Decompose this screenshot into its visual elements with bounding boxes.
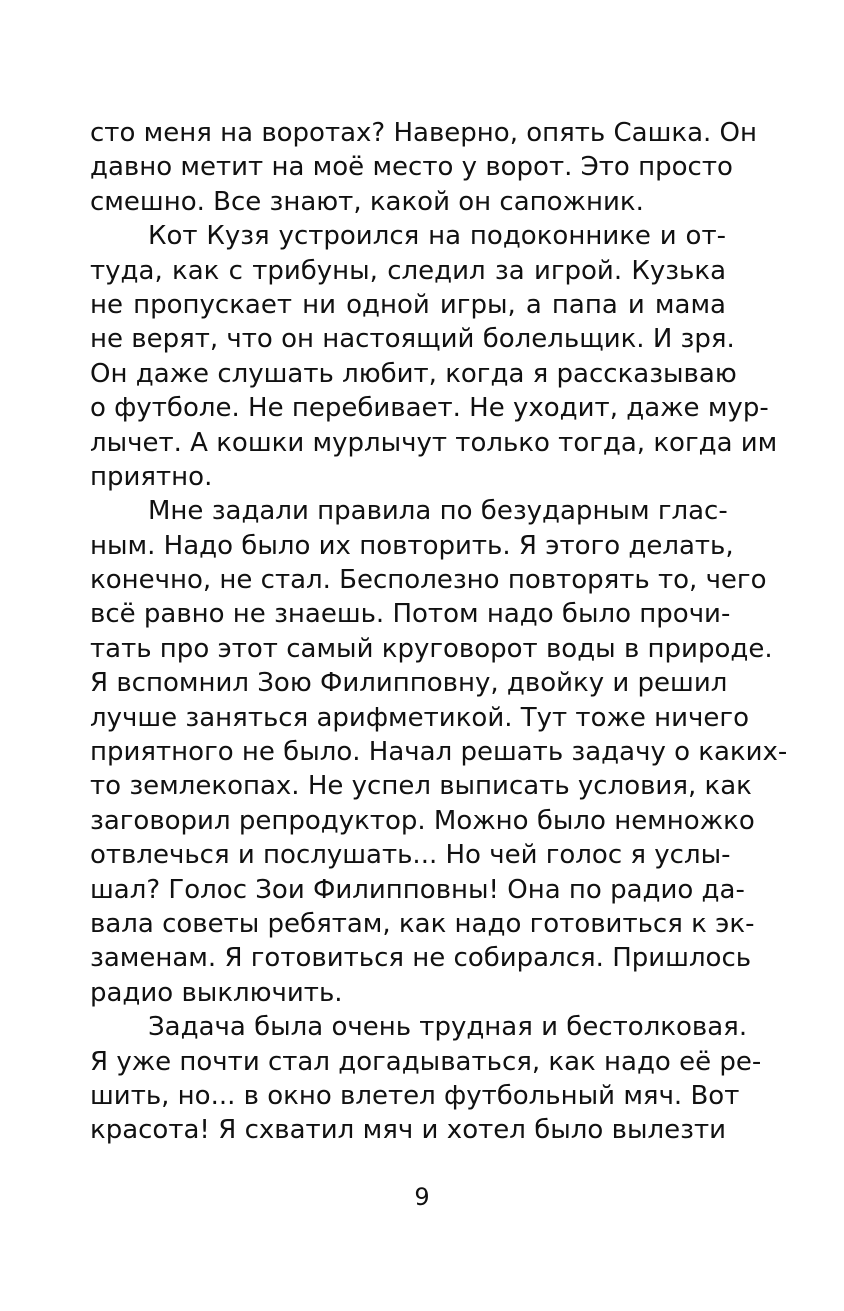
body-text [90,116,788,1148]
text-line: давно метит на моё место у ворот. Это просто [90,152,733,183]
text-line: шал? Голос Зои Филипповны! Она по радио да- [90,874,745,905]
text-line: шить, но... в окно влетел футбольный мяч. Вот [90,1080,740,1111]
text-line: Кот Кузя устроился на подоконнике и от- [148,221,726,252]
text-line: Мне задали правила по безударным глас- [148,496,728,527]
text-line: не верят, что он настоящий болельщик. И зря. [90,324,735,355]
text-line: лычет. А кошки мурлычут только тогда, когда им [90,427,778,458]
text-line: заменам. Я готовиться не собирался. Пришлось [90,943,752,974]
text-line: всё равно не знаешь. Потом надо было прочи- [90,599,731,630]
text-line: сто меня на воротах? Наверно, опять Сашка. Он [90,118,758,148]
text-line: заговорил репродуктор. Можно было немножко [90,805,755,836]
text-line: Я вспомнил Зою Филипповну, двойку и решил [90,668,728,699]
text-line: Я уже почти стал догадываться, как надо её ре- [90,1046,762,1077]
text-line: о футболе. Не перебивает. Не уходит, даже мур- [90,393,769,424]
text-line: смешно. Все знают, какой он сапожник. [90,186,644,217]
text-line: приятно. [90,461,213,492]
text-line: не пропускает ни одной игры, а папа и мама [90,289,726,320]
text-line: приятного не было. Начал решать задачу о каких- [90,737,788,768]
page-number: 9 [414,1183,430,1211]
text-line: радио выключить. [90,977,343,1008]
text-line: то землекопах. Не успел выписать условия, как [90,771,752,802]
text-line: Задача была очень трудная и бестолковая. [148,1012,748,1043]
text-line: Он даже слушать любит, когда я рассказываю [90,358,737,389]
text-line: лучше заняться арифметикой. Тут тоже ничего [90,702,749,733]
text-line: вала советы ребятам, как надо готовиться к эк- [90,908,755,939]
text-line: ным. Надо было их повторить. Я этого делать, [90,530,734,561]
text-line: тать про этот самый круговорот воды в природе. [90,633,773,664]
text-line: отвлечься и послушать... Но чей голос я услы- [90,840,731,871]
text-line: конечно, не стал. Бесполезно повторять то, чего [90,565,767,596]
text-line: красота! Я схватил мяч и хотел было вылезти [90,1115,726,1146]
text-line: туда, как с трибуны, следил за игрой. Кузька [90,255,726,286]
